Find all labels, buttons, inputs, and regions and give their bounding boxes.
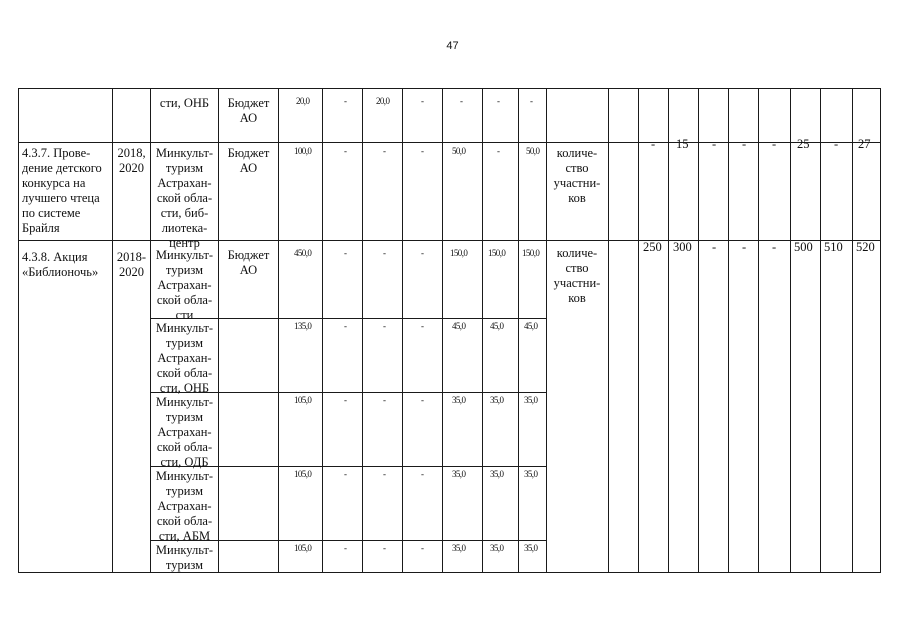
target-cell: -	[772, 240, 777, 254]
indicator-cell: количе- ство участни- ков	[553, 246, 601, 305]
value-cell: -	[383, 469, 386, 479]
value-cell: 20,0	[296, 96, 310, 106]
value-cell: -	[383, 395, 386, 405]
years-cell: 2018- 2020	[116, 250, 147, 279]
executor-cell: Минкульт- туризм Астрахан- ской обла- сти, биб- лиотека- центр	[155, 146, 214, 250]
value-cell: -	[421, 395, 424, 405]
column-divider	[442, 88, 443, 573]
value-cell: -	[530, 96, 533, 106]
value-cell: -	[383, 321, 386, 331]
value-cell: 150,0	[488, 248, 506, 258]
column-divider	[362, 88, 363, 573]
value-cell: -	[383, 543, 386, 553]
value-cell: 35,0	[452, 543, 466, 553]
target-cell: 15	[676, 137, 689, 151]
value-cell: 100,0	[294, 146, 312, 156]
value-cell: -	[497, 96, 500, 106]
measure-name-cell: 4.3.8. Акция «Библионочь»	[22, 250, 99, 279]
row-divider	[18, 240, 880, 241]
value-cell: 45,0	[452, 321, 466, 331]
column-divider	[402, 88, 403, 573]
value-cell: -	[421, 543, 424, 553]
executor-cell: Минкульт- туризм Астрахан- ской обла- сти	[155, 248, 214, 322]
target-cell: 27	[858, 137, 871, 151]
value-cell: 20,0	[376, 96, 390, 106]
value-cell: -	[421, 96, 424, 106]
value-cell: -	[460, 96, 463, 106]
indicator-cell: количе- ство участни- ков	[553, 146, 601, 205]
value-cell: -	[383, 248, 386, 258]
target-cell: 510	[824, 240, 843, 254]
column-divider	[880, 88, 881, 573]
value-cell: -	[421, 146, 424, 156]
value-cell: 50,0	[526, 146, 540, 156]
value-cell: 105,0	[294, 543, 312, 553]
column-divider	[668, 88, 669, 573]
value-cell: -	[344, 96, 347, 106]
funding-source-cell: Бюджет АО	[227, 96, 270, 125]
target-cell: -	[742, 137, 747, 151]
value-cell: -	[344, 321, 347, 331]
value-cell: 35,0	[524, 395, 538, 405]
target-cell: -	[772, 137, 777, 151]
value-cell: 35,0	[524, 469, 538, 479]
value-cell: -	[421, 321, 424, 331]
target-cell: -	[712, 137, 717, 151]
executor-cell: Минкульт- туризм Астрахан- ской обла- сти, ОДБ	[155, 395, 214, 469]
value-cell: -	[383, 146, 386, 156]
value-cell: 35,0	[490, 469, 504, 479]
target-cell: 300	[673, 240, 692, 254]
funding-source-cell: Бюджет АО	[227, 146, 270, 175]
value-cell: -	[344, 395, 347, 405]
column-divider	[518, 88, 519, 573]
value-cell: 35,0	[490, 395, 504, 405]
value-cell: -	[421, 469, 424, 479]
executor-cell: сти, ОНБ	[159, 96, 210, 110]
value-cell: 150,0	[522, 248, 540, 258]
target-cell: -	[712, 240, 717, 254]
table-top-border	[18, 88, 880, 89]
column-divider	[820, 88, 821, 573]
target-cell: -	[834, 137, 839, 151]
row-divider	[18, 142, 880, 143]
executor-cell: Минкульт- туризм	[155, 543, 214, 572]
target-cell: 520	[856, 240, 875, 254]
value-cell: 35,0	[452, 469, 466, 479]
years-cell: 2018, 2020	[117, 146, 146, 175]
target-cell: -	[651, 137, 656, 151]
value-cell: 35,0	[490, 543, 504, 553]
executor-cell: Минкульт- туризм Астрахан- ской обла- сти, АБМ	[155, 469, 214, 543]
value-cell: -	[421, 248, 424, 258]
column-divider	[728, 88, 729, 573]
column-divider	[608, 88, 609, 573]
value-cell: -	[344, 469, 347, 479]
value-cell: 50,0	[452, 146, 466, 156]
executor-cell: Минкульт- туризм Астрахан- ской обла- сти, ОНБ	[155, 321, 214, 395]
value-cell: 35,0	[524, 543, 538, 553]
target-cell: -	[742, 240, 747, 254]
value-cell: -	[344, 248, 347, 258]
column-divider	[852, 88, 853, 573]
value-cell: 105,0	[294, 395, 312, 405]
target-cell: 25	[797, 137, 810, 151]
column-divider	[18, 88, 19, 573]
target-cell: 250	[643, 240, 662, 254]
page-number: 47	[446, 40, 459, 52]
column-divider	[698, 88, 699, 573]
column-divider	[790, 88, 791, 573]
value-cell: 45,0	[524, 321, 538, 331]
value-cell: 35,0	[452, 395, 466, 405]
column-divider	[482, 88, 483, 573]
funding-source-cell: Бюджет АО	[227, 248, 270, 277]
table-bottom-border	[18, 572, 880, 573]
column-divider	[638, 88, 639, 573]
column-divider	[758, 88, 759, 573]
value-cell: -	[344, 543, 347, 553]
value-cell: 45,0	[490, 321, 504, 331]
measure-name-cell: 4.3.7. Прове- дение детского конкурса на лучшего чтеца по системе Брайля	[22, 146, 102, 235]
column-divider	[278, 88, 279, 573]
value-cell: 135,0	[294, 321, 312, 331]
value-cell: 105,0	[294, 469, 312, 479]
value-cell: 450,0	[294, 248, 312, 258]
column-divider	[322, 88, 323, 573]
value-cell: -	[344, 146, 347, 156]
value-cell: -	[497, 146, 500, 156]
value-cell: 150,0	[450, 248, 468, 258]
target-cell: 500	[794, 240, 813, 254]
